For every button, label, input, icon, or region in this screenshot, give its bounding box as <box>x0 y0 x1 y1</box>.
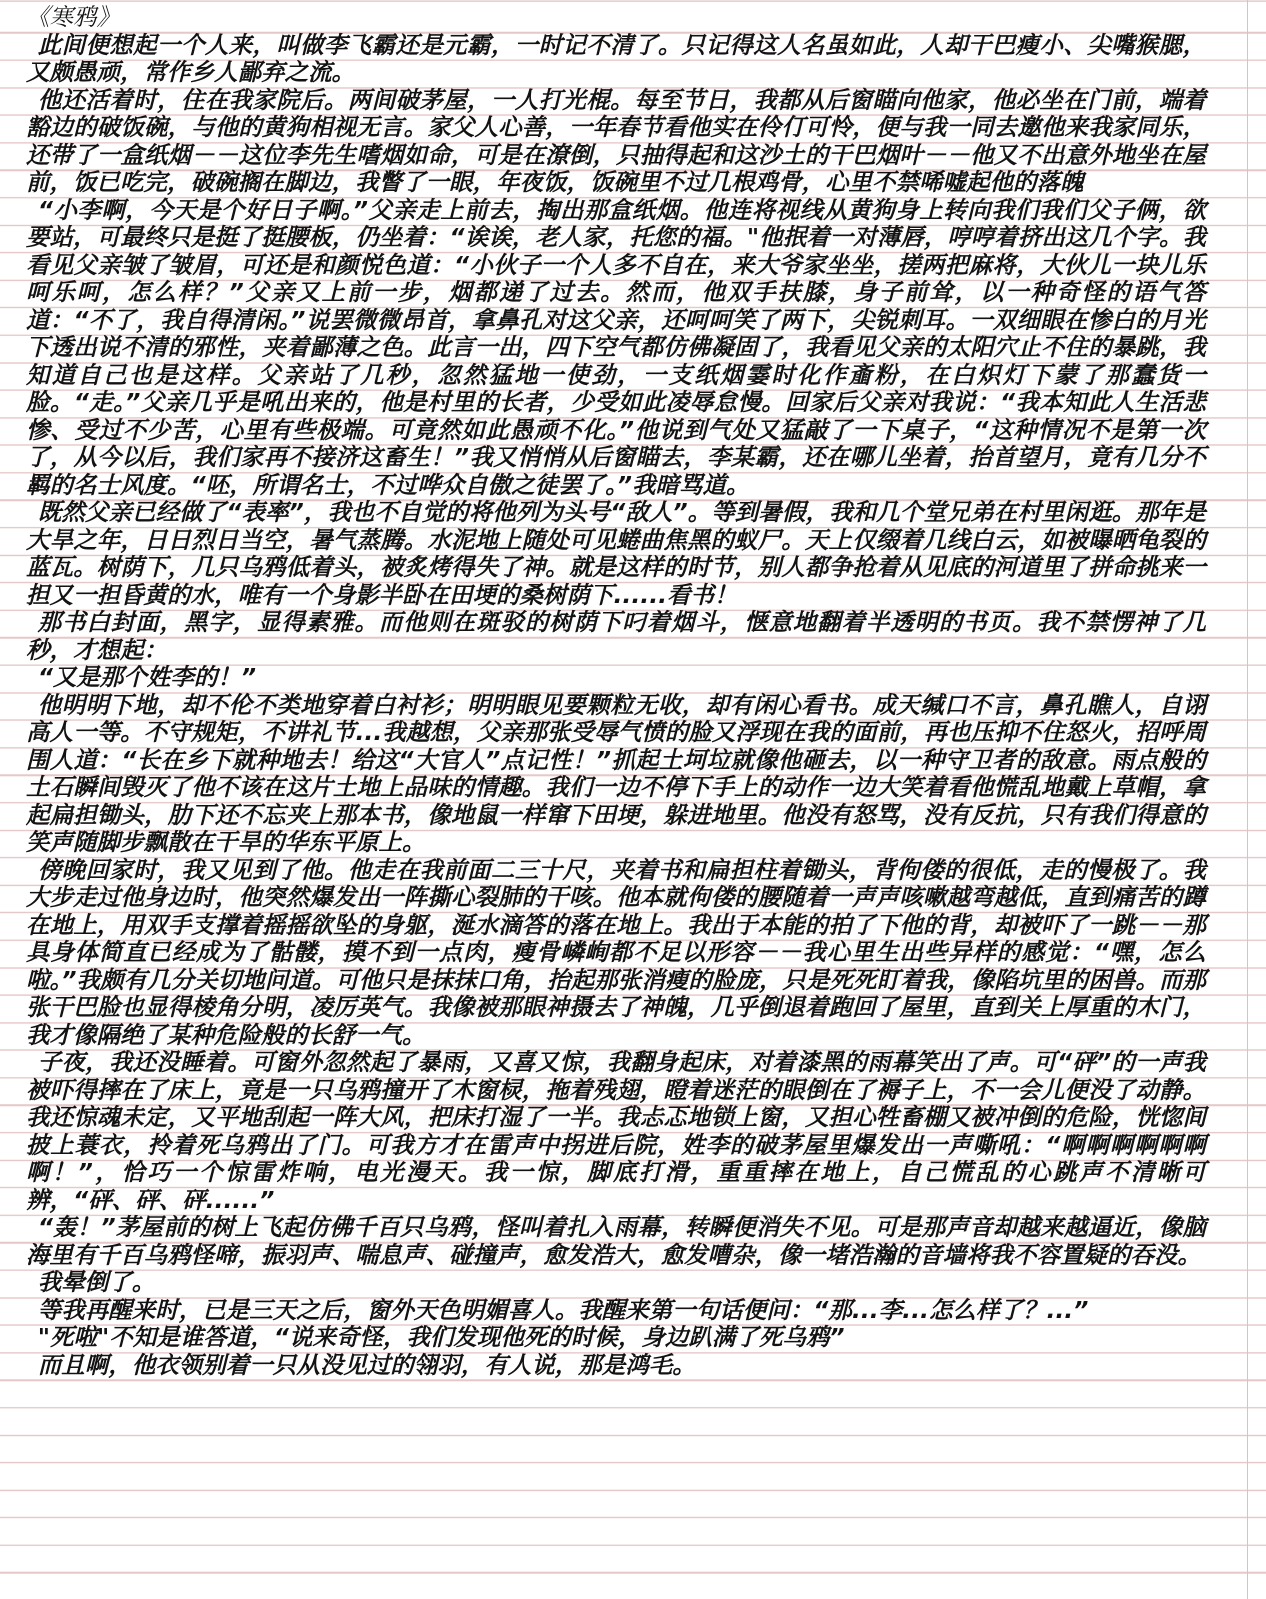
paragraph: 他明明下地，却不伦不类地穿着白衬衫；明明眼见要颗粒无收，却有闲心看书。成天缄口不言，鼻孔瞧人，自诩高人一等。不守规矩，不讲礼节...我越想，父亲那张受辱气愤的脸又浮现在我的面前，再也压抑不住怒火，招呼周围人道：“长在乡下就种地去！给这“大官人”点记性！”抓起土坷垃就像他砸去，以一种守卫者的敌意。雨点般的土石瞬间毁灭了他不该在这片土地上品味的情趣。我们一边不停下手上的动作一边大笑着看他慌乱地戴上草帽，拿起扁担锄头，肋下还不忘夹上那本书，像地鼠一样窜下田埂，躲进地里。他没有怒骂，没有反抗，只有我们得意的笑声随脚步飘散在干旱的华东平原上。 <box>26 690 1206 856</box>
paragraph: "死啦"不知是谁答道，“说来奇怪，我们发现他死的时候，身边趴满了死乌鸦” <box>37 1323 845 1351</box>
paragraph: “小李啊，今天是个好日子啊。”父亲走上前去，掏出那盒纸烟。他连将视线从黄狗身上转向我们我们父子俩，欲要站，可最终只是挺了挺腰板，仍坐着：“诶诶，老人家，托您的福。"他抿着一对薄唇，哼哼着挤出这几个字。我看见父亲皱了皱眉，可还是和颜悦色道：“小伙子一个人多不自在，来大爷家坐坐，搓两把麻将，大伙儿一块儿乐呵乐呵，怎么样？”父亲又上前一步，烟都递了过去。然而，他双手扶膝，身子前耸，以一种奇怪的语气答道：“不了，我自得清闲。”说罢微微昂首，拿鼻孔对这父亲，还呵呵笑了两下，尖锐刺耳。一双细眼在惨白的月光下透出说不清的邪性，夹着鄙薄之色。此言一出，四下空气都仿佛凝固了，我看见父亲的太阳穴止不住的暴跳，我知道自己也是这样。父亲站了几秒，忽然猛地一使劲，一支纸烟霎时化作齑粉，在白炽灯下蒙了那蠢货一脸。“走。”父亲几乎是吼出来的，他是村里的长者，少受如此凌辱怠慢。回家后父亲对我说：“我本知此人生活悲惨、受过不少苦，心里有些极端。可竟然如此愚顽不化。”他说到气处又猛敲了一下桌子，“这种情况不是第一次了，从今以后，我们家再不接济这畜生！”我又悄悄从后窗瞄去，李某霸，还在哪儿坐着，抬首望月，竟有几分不羁的名士风度。“呸，所谓名士，不过哗众自傲之徒罢了。”我暗骂道。 <box>26 195 1206 499</box>
paragraph: 等我再醒来时，已是三天之后，窗外天色明媚喜人。我醒来第一句话便问：“那...李...怎么样了？...” <box>37 1295 1089 1324</box>
paragraph: 我晕倒了。 <box>37 1268 156 1296</box>
story-body <box>26 32 1206 1380</box>
story-title: 《寒鸦》 <box>26 3 120 31</box>
paragraph: 既然父亲已经做了“表率”，我也不自觉的将他列为头号“敌人”。等到暑假，我和几个堂兄弟在村里闲逛。那年是大旱之年，日日烈日当空，暑气蒸腾。水泥地上随处可见蜷曲焦黑的蚁尸。天上仅缀着几线白云，如被曝晒龟裂的蓝瓦。树荫下，几只乌鸦低着头，被炙烤得失了神。就是这样的时节，别人都争抢着从见底的河道里了拼命挑来一担又一担昏黄的水，唯有一个身影半卧在田埂的桑树荫下......看书！ <box>26 498 1206 609</box>
page-right-edge-line <box>1247 0 1248 1599</box>
paragraph: 子夜，我还没睡着。可窗外忽然起了暴雨，又喜又惊，我翻身起床，对着漆黑的雨幕笑出了声。可“砰”的一声我被吓得摔在了床上，竟是一只乌鸦撞开了木窗棂，拖着残翅，瞪着迷茫的眼倒在了褥子上，不一会儿便没了动静。我还惊魂未定，又平地刮起一阵大风，把床打湿了一半。我忐忑地锁上窗，又担心牲畜棚又被冲倒的危险，恍惚间披上蓑衣，拎着死乌鸦出了门。可我方才在雷声中拐进后院，姓李的破茅屋里爆发出一声嘶吼：“啊啊啊啊啊啊啊！”，恰巧一个惊雷炸响，电光漫天。我一惊，脚底打滑，重重摔在地上，自己慌乱的心跳声不清晰可辨，“砰、砰、砰......” <box>26 1048 1206 1214</box>
paragraph: 那书白封面，黑字，显得素雅。而他则在斑驳的树荫下叼着烟斗，惬意地翻着半透明的书页。我不禁愣神了几秒，才想起： <box>26 608 1206 664</box>
paragraph: “又是那个姓李的！” <box>37 663 257 691</box>
paragraph: 傍晚回家时，我又见到了他。他走在我前面二三十尺，夹着书和扁担柱着锄头，背佝偻的很低，走的慢极了。我大步走过他身边时，他突然爆发出一阵撕心裂肺的干咳。他本就佝偻的腰随着一声声咳嗽越弯越低，直到痛苦的蹲在地上，用双手支撑着摇摇欲坠的身躯，涎水滴答的落在地上。我出于本能的拍了下他的背，却被吓了一跳－－那具身体简直已经成为了骷髅，摸不到一点肉，瘦骨嶙峋都不足以形容－－我心里生出些异样的感觉：“嘿，怎么啦。”我颇有几分关切地问道。可他只是抹抹口角，抬起那张消瘦的脸庞，只是死死盯着我，像陷坑里的困兽。而那张干巴脸也显得棱角分明，凌厉英气。我像被那眼神摄去了神魄，几乎倒退着跑回了屋里，直到关上厚重的木门，我才像隔绝了某种危险般的长舒一气。 <box>26 855 1206 1049</box>
paragraph: 而且啊，他衣领别着一只从没见过的翎羽，有人说，那是鸿毛。 <box>37 1350 696 1379</box>
paragraph: 他还活着时，住在我家院后。两间破茅屋，一人打光棍。每至节日，我都从后窗瞄向他家，他必坐在门前，端着豁边的破饭碗，与他的黄狗相视无言。家父人心善，一年春节看他实在伶仃可怜，便与我一同去邀他来我家同乐，还带了一盒纸烟－－这位李先生嗜烟如命，可是在潦倒，只抽得起和这沙土的干巴烟叶－－他又不出意外地坐在屋前，饭已吃完，破碗搁在脚边，我瞥了一眼，年夜饭，饭碗里不过几根鸡骨，心里不禁唏嘘起他的落魄 <box>26 85 1206 196</box>
paragraph: “轰！”茅屋前的树上飞起仿佛千百只乌鸦，怪叫着扎入雨幕，转瞬便消失不见。可是那声音却越来越逼近，像脑海里有千百乌鸦怪啼，振羽声、喘息声、碰撞声，愈发浩大，愈发嘈杂，像一堵浩瀚的音墙将我不容置疑的吞没。 <box>26 1213 1206 1269</box>
paragraph: 此间便想起一个人来，叫做李飞霸还是元霸，一时记不清了。只记得这人名虽如此，人却干巴瘦小、尖嘴猴腮，又颇愚顽，常作乡人鄙弃之流。 <box>26 30 1206 86</box>
